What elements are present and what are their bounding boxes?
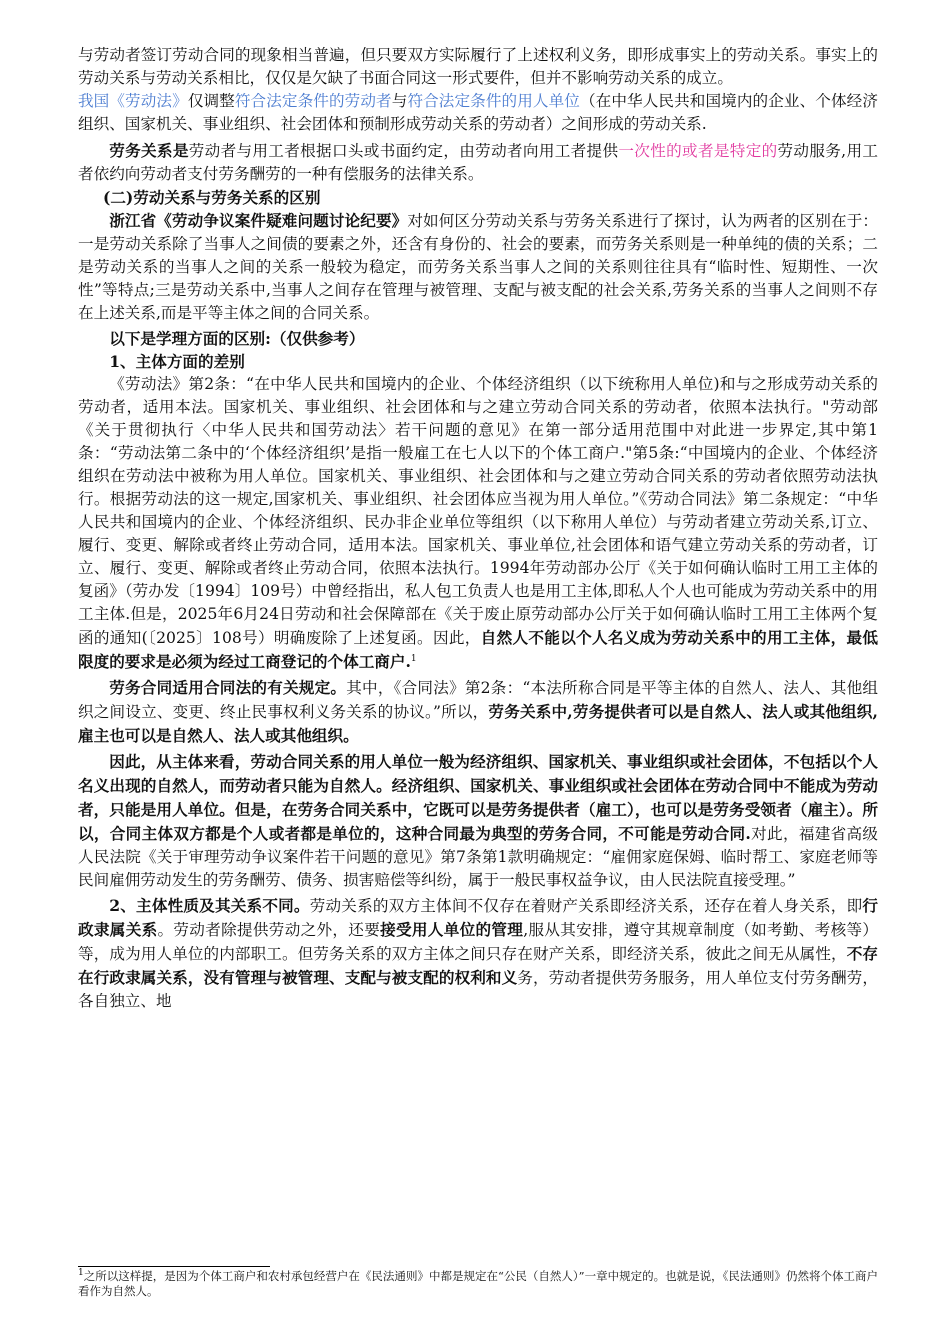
paragraph-fact-labor-relation: 与劳动者签订劳动合同的现象相当普遍，但只要双方实际履行了上述权利义务，即形成事实上的劳动关系。事实上的劳动关系与劳动关系相比，仅仅是欠缺了书面合同这一形式要件，但并不影响劳动关系的成立。 (78, 46, 878, 87)
paragraph-labor-law-article: 《劳动法》第2条：“在中华人民共和国境内的企业、个体经济组织（以下统称用人单位)和与之形成劳动关系的劳动者，适用本法。国家机关、事业组织、社会团体和与之建立劳动合同关系的劳动者，依照本法执行。"劳动部《关于贯彻执行〈中华人民共和国劳动法〉若干问题的意见》在第一部分适用范围中对此进一步界定,其中第1条：“劳动法第二条中的‘个体经济组织’是指一般雇工在七人以下的个体工商户."第5条:“中国境内的企业、个体经济组织在劳动法中被称为用人单位。国家机关、事业组织、社会团体和与之建立劳动合同关系的劳动者依照劳动法执行。根据劳动法的这一规定,国家机关、事业组织、社会团体应当视为用人单位。”《劳动合同法》第二条规定：“中华人民共和国境内的企业、个体经济组织、民办非企业单位等组织（以下称用人单位）与劳动者建立劳动关系,订立、履行、变更、解除或者终止劳动合同，适用本法。国家机关、事业单位,社会团体和语气建立劳动关系的劳动者，订立、履行、变更、解除或者终止劳动合同，依照本法执行。1994年劳动部办公厅《关于如何确认临时工用工主体的复函》（劳办发〔1994〕109号）中曾经指出，私人包工负责人也是用工主体,即私人个人也可能成为劳动关系中的用工主体.但是，2025年6月24日劳动和社会保障部在《关于废止原劳动部办公厅关于如何确认临时工用工主体两个复函的通知(〔2025〕108号）明确废除了上述复函。因此，自然人不能以个人名义成为劳动关系中的用工主体，最低限度的要求是必须为经过工商登记的个体工商户.$^1$ (78, 375, 878, 671)
paragraph-subject-conclusion: 因此，从主体来看，劳动合同关系的用人单位一般为经济组织、国家机关、事业组织或社会团体，不包括以个人名义出现的自然人，而劳动者只能为自然人。经济组织、国家机关、事业组织或社会团体在劳动合同中不能成为劳动者，只能是用人单位。但是，在劳务合同关系中，它既可以是劳务提供者（雇工），也可以是劳务受领者（雇主）。所以，合同主体双方都是个人或者都是单位的，这种合同最为典型的劳务合同，不可能是劳动合同.对此，福建省高级人民法院《关于审理劳动争议案件若干问题的意见》第7条第1款明确规定：“雇佣家庭保姆、临时帮工、家庭老师等民间雇佣劳动发生的劳务酬劳、债务、损害赔偿等纠纷，属于一般民事权益争议，由人民法院直接受理。” (78, 752, 878, 889)
section-heading-academic: 以下是学理方面的区别:（仅供参考） (109, 329, 365, 348)
document-body (78, 44, 878, 1013)
qualified-worker-text: 符合法定条件的劳动者 (234, 92, 392, 110)
paragraph-service-contract-law: 劳务合同适用合同法的有关规定。其中，《合同法》第2条：“本法所称合同是平等主体的自然人、法人、其他组织之间设立、变更、终止民事权利义务关系的协议。”所以，劳务关系中,劳务提供者可以是自然人、法人或其他组织,雇主也可以是自然人、法人或其他组织。 (78, 678, 878, 745)
natural-person-emphasis: 自然人不能以个人名义成为劳动关系中的用工主体，最低限度的要求是必须为经过工商登记的个体工商户. (78, 628, 878, 671)
qualified-employer-text: 符合法定条件的用人单位 (407, 92, 580, 110)
footnote (78, 1269, 878, 1299)
section-heading-difference: (二)劳动关系与劳务关系的区别 (102, 188, 321, 207)
subheading-subject-difference: 1、主体方面的差别 (109, 352, 245, 371)
one-time-highlight: 一次性的或者是特定的 (618, 142, 778, 160)
paragraph-zhejiang-summary: 浙江省《劳动争议案件疑难问题讨论纪要》对如何区分劳动关系与劳务关系进行了探讨，认为两者的区别在于：一是劳动关系除了当事人之间债的要素之外，还含有身份的、社会的要素，而劳务关系则是一种单纯的债的关系；二是劳动关系的当事人之间的关系一般较为稳定，而劳务关系当事人之间的关系则往往具有“临时性、短期性、一次性”等特点;三是劳动关系中,当事人之间存在管理与被管理、支配与被支配的社会关系,劳务关系的当事人之间则不存在上述关系,而是平等主体之间的合同关系。 (78, 211, 878, 322)
footnote-text: 之所以这样提，是因为个体工商户和农村承包经营户在《民法通则》中都是规定在“公民（自然人）”一章中规定的。也就是说，《民法通则》仍然将个体工商户看作为自然人。 (78, 1269, 878, 1298)
paragraph-labor-law-scope: 我国《劳动法》仅调整符合法定条件的劳动者与符合法定条件的用人单位（在中华人民共和国境内的企业、个体经济组织、国家机关、事业组织、社会团体和预制形成劳动关系的劳动者）之间形成的劳动关系. (78, 92, 878, 133)
footnote-ref[interactable]: 1 (410, 653, 417, 664)
paragraph-subject-nature: 2、主体性质及其关系不同。劳动关系的双方主体间不仅存在着财产关系即经济关系，还存在着人身关系，即行政隶属关系。劳动者除提供劳动之外，还要接受用人单位的管理,服从其安排，遵守其规章制度（如考勤、考核等）等，成为用人单位的内部职工。但劳务关系的双方主体之间只存在财产关系，即经济关系，彼此之间无从属性，不存在行政隶属关系，没有管理与被管理、支配与被支配的权利和义务，劳动者提供劳务服务，用人单位支付劳务酬劳，各自独立、地 (78, 896, 878, 1010)
footnote-mark: 1 (78, 1268, 84, 1279)
labor-law-reference: 我国《劳动法》 (78, 92, 188, 110)
paragraph-service-relation-definition: 劳务关系是劳动者与用工者根据口头或书面约定，由劳动者向用工者提供一次性的或者是特定的劳动服务,用工者依约向劳动者支付劳务酬劳的一种有偿服务的法律关系。 (78, 141, 878, 183)
footnote-divider (78, 1266, 270, 1267)
